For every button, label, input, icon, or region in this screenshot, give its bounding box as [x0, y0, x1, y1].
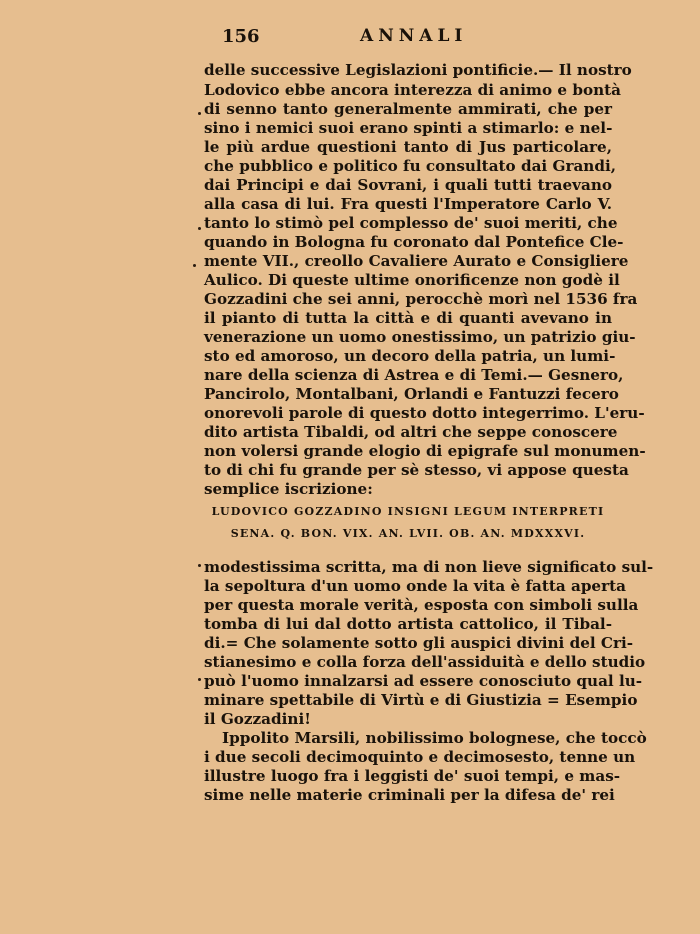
running-head: ANNALI [360, 26, 468, 46]
text-line: sto ed amoroso, un decoro della patria, un lumi- [204, 347, 616, 365]
text-line: Lodovico ebbe ancora interezza di animo e bontà [204, 81, 622, 99]
text-line: venerazione un uomo onestissimo, un patrizio giu- [204, 328, 636, 346]
text-line: di.= Che solamente sotto gli auspici divini del Cri- [204, 634, 634, 652]
text-line: delle successive Legislazioni pontificie.— Il nostro [204, 61, 632, 79]
text-line: le più ardue questioni tanto di Jus particolare, [204, 138, 612, 156]
text-line: dai Principi e dai Sovrani, i quali tutti traevano [204, 176, 612, 194]
text-line: Aulico. Di queste ultime onorificenze non godè il [204, 271, 620, 289]
text-line: minare spettabile di Virtù e di Giustizia = Esempio [204, 691, 638, 709]
text-line: il Gozzadini! [204, 710, 311, 728]
text-line: di senno tanto generalmente ammirati, che per [204, 100, 612, 118]
text-line: alla casa di lui. Fra questi l'Imperatore Carlo V. [204, 195, 612, 213]
text-line: stianesimo e colla forza dell'assiduità e dello studio [204, 653, 646, 671]
text-line: sime nelle materie criminali per la difesa de' rei [204, 786, 615, 804]
text-line: illustre luogo fra i leggisti de' suoi tempi, e mas- [204, 767, 621, 785]
text-line: quando in Bologna fu coronato dal Pontefice Cle- [204, 233, 624, 251]
text-line: nare della scienza di Astrea e di Temi.— Gesnero, [204, 366, 624, 384]
text-line: il pianto di tutta la città e di quanti avevano in [204, 309, 612, 327]
print-speck [193, 264, 196, 267]
text-line: tomba di lui dal dotto artista cattolico, il Tibal- [204, 615, 612, 633]
text-line: semplice iscrizione: [204, 480, 373, 498]
text-line: Gozzadini che sei anni, perocchè morì nel 1536 fra [204, 290, 638, 308]
epigraph-line: SENA. Q. BON. VIX. AN. LVII. OB. AN. MDXXXVI. [230, 527, 586, 540]
text-line: che pubblico e politico fu consultato dai Grandi, [204, 157, 617, 175]
print-speck [198, 227, 201, 230]
text-line: non volersi grande elogio di epigrafe sul monumen- [204, 442, 646, 460]
print-speck [198, 112, 201, 115]
text-line: Pancirolo, Montalbani, Orlandi e Fantuzzi fecero [204, 385, 619, 403]
text-line: Ippolito Marsili, nobilissimo bolognese, che toccò [222, 729, 647, 747]
text-line: dito artista Tibaldi, od altri che seppe conoscere [204, 423, 618, 441]
text-line: mente VII., creollo Cavaliere Aurato e Consigliere [204, 252, 629, 270]
epigraph-line: LUDOVICO GOZZADINO INSIGNI LEGUM INTERPRETI [211, 505, 605, 518]
text-line: i due secoli decimoquinto e decimosesto, tenne un [204, 748, 636, 766]
text-line: la sepoltura d'un uomo onde la vita è fatta aperta [204, 577, 626, 595]
print-speck [198, 678, 201, 681]
text-line: può l'uomo innalzarsi ad essere conosciuto qual lu- [204, 672, 643, 690]
text-line: to di chi fu grande per sè stesso, vi appose questa [204, 461, 629, 479]
page-number: 156 [222, 26, 260, 47]
text-line: onorevoli parole di questo dotto integerrimo. L'eru- [204, 404, 645, 422]
print-speck [198, 564, 201, 567]
page-header [200, 26, 620, 50]
text-line: modestissima scritta, ma di non lieve significato sul- [204, 558, 654, 576]
text-line: per questa morale verità, esposta con simboli sulla [204, 596, 639, 614]
text-line: tanto lo stimò pel complesso de' suoi meriti, che [204, 214, 618, 232]
text-line: sino i nemici suoi erano spinti a stimarlo: e nel- [204, 119, 613, 137]
